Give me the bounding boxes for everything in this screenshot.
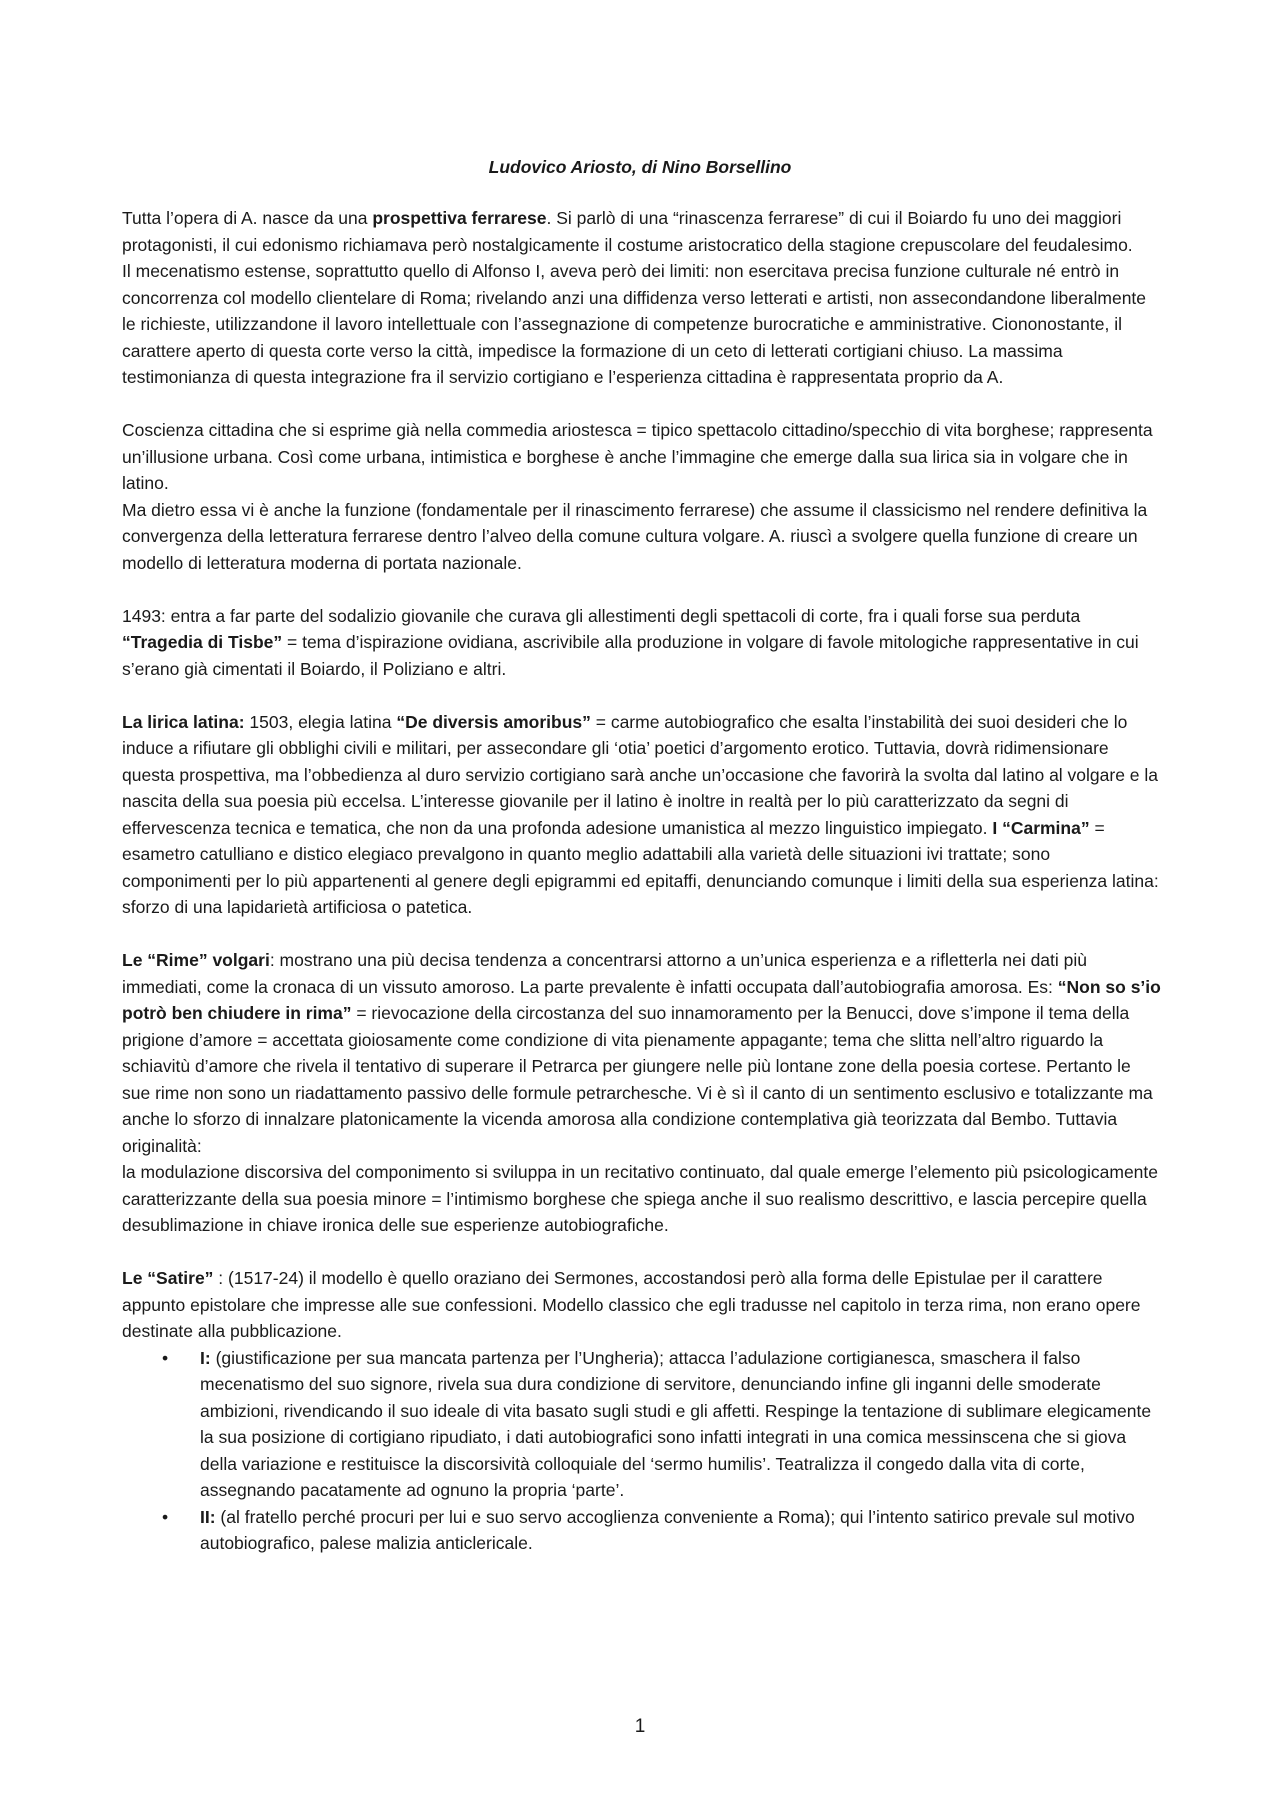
document-title: Ludovico Ariosto, di Nino Borsellino	[488, 157, 792, 177]
list-item: • I: (giustificazione per sua mancata partenza per l’Ungheria); attacca l’adulazione cortigianesca, smaschera il falso mecenatismo del suo signore, rivela sua dura condizione di servitore, denunciando infine gli inganni delle smoderate ambizioni, rivendicando il suo ideale di vita basato sugli studi e gli affetti. Respinge la tentazione di sublimare elegicamente la sua posizione di cortigiano ripudiato, i dati autobiografici sono infatti integrati in una comica messinscena che si giova della variazione e restituisce la discorsività colloquiale del ‘sermo humilis’. Teatralizza il congedo dalla vita di corte, assegnando pacatamente ad ognuno la propria ‘parte’.	[200, 1345, 1162, 1504]
paragraph-coscienza: Coscienza cittadina che si esprime già nella commedia ariostesca = tipico spettacolo cittadino/specchio di vita borghese; rappresenta un’illusione urbana. Così come urbana, intimistica e borghese è anche l’immagine che emerge dalla sua lirica sia in volgare che in latino.	[122, 420, 1153, 493]
list-item: • II: (al fratello perché procuri per lui e suo servo accoglienza conveniente a Roma); qui l’intento satirico prevale sul motivo autobiografico, palese malizia anticlericale.	[200, 1504, 1162, 1557]
paragraph-satire: Le “Satire” : (1517-24) il modello è quello oraziano dei Sermones, accostandosi però alla forma delle Epistulae per il carattere appunto epistolare che impresse alle sue confessioni. Modello classico che egli tradusse nel capitolo in terza rima, non erano opere destinate alla pubblicazione.	[122, 1268, 1141, 1341]
document-body	[122, 205, 1162, 1557]
paragraph-lirica-latina: La lirica latina: 1503, elegia latina “De diversis amoribus” = carme autobiografico che esalta l’instabilità dei suoi desideri che lo induce a rifiutare gli obblighi civili e militari, per assecondare gli ‘otia’ poetici d’argomento erotico. Tuttavia, dovrà ridimensionare questa prospettiva, ma l’obbedienza al duro servizio cortigiano sarà anche un’occasione che favorirà la svolta dal latino al volgare e la nascita della sua poesia più eccelsa. L’interesse giovanile per il latino è inoltre in realtà per lo più caratterizzato da segni di effervescenza tecnica e tematica, che non da una profonda adesione umanistica al mezzo linguistico impiegato. I “Carmina” = esametro catulliano e distico elegiaco prevalgono in quanto meglio adattabili alla varietà delle situazioni ivi trattate; sono componimenti per lo più appartenenti al genere degli epigrammi ed epitaffi, denunciando comunque i limiti della sua esperienza latina: sforzo di una lapidarietà artificiosa o patetica.	[122, 711, 1159, 917]
paragraph-mecenatismo: Il mecenatismo estense, soprattutto quello di Alfonso I, aveva però dei limiti: non esercitava precisa funzione culturale né entrò in concorrenza col modello clientelare di Roma; rivelando anzi una diffidenza verso letterati e artisti, non assecondandone liberalmente le richieste, utilizzandone il lavoro intellettuale con l’assegnazione di competenze burocratiche e amministrative. Ciononostante, il carattere aperto di questa corte verso la città, impedisce la formazione di un ceto di letterati cortigiani chiuso. La massima testimonianza di questa integrazione fra il servizio cortigiano e l’esperienza cittadina è rappresentata proprio da A.	[122, 261, 1147, 387]
bullet-icon: •	[162, 1347, 169, 1368]
paragraph-rime: Le “Rime” volgari: mostrano una più decisa tendenza a concentrarsi attorno a un’unica esperienza e a rifletterla nei dati più immediati, come la cronaca di un vissuto amoroso. La parte prevalente è infatti occupata dall’autobiografia amorosa. Es: “Non so s’io potrò ben chiudere in rima” = rievocazione della circostanza del suo innamoramento per la Benucci, dove s’impone il tema della prigione d’amore = accettata gioiosamente come condizione di vita pienamente appagante; tema che slitta nell’altro riguardo la schiavitù d’amore che rivela il tentativo di superare il Petrarca per giungere nelle più lontane zone della poesia cortese. Pertanto le sue rime non sono un riadattamento passivo delle formule petrarchesche. Vi è sì il canto di un sentimento esclusivo e totalizzante ma anche lo sforzo di innalzare platonicamente la vicenda amorosa alla condizione contemplativa già teorizzata dal Bembo. Tuttavia originalità:	[122, 950, 1161, 1156]
paragraph-prospettiva: Tutta l’opera di A. nasce da una prospettiva ferrarese. Si parlò di una “rinascenza ferrarese” di cui il Boiardo fu uno dei maggiori protagonisti, il cui edonismo richiamava però nostalgicamente il costume aristocratico della stagione crepuscolare del feudalesimo.	[122, 208, 1133, 255]
paragraph-classicismo: Ma dietro essa vi è anche la funzione (fondamentale per il rinascimento ferrarese) che assume il classicismo nel rendere definitiva la convergenza della letteratura ferrarese dentro l’alveo della comune cultura volgare. A. riuscì a svolgere quella funzione di creare un modello di letteratura moderna di portata nazionale.	[122, 499, 1148, 573]
paragraph-1493: 1493: entra a far parte del sodalizio giovanile che curava gli allestimenti degli spettacoli di corte, fra i quali forse sua perduta “Tragedia di Tisbe” = tema d’ispirazione ovidiana, ascrivibile alla produzione in volgare di favole mitologiche rappresentative in cui s’erano già cimentati il Boiardo, il Poliziano e altri.	[122, 605, 1139, 679]
bullet-icon: •	[162, 1506, 169, 1527]
satire-list	[122, 1345, 1162, 1557]
page-number: 1	[634, 1716, 646, 1737]
paragraph-modulazione: la modulazione discorsiva del componimento si sviluppa in un recitativo continuato, dal quale emerge l’elemento più psicologicamente caratterizzante della sua poesia minore = l’intimismo borghese che spiega anche il suo realismo descrittivo, e lascia percepire quella desublimazione in chiave ironica delle sue esperienze autobiografiche.	[122, 1162, 1159, 1235]
